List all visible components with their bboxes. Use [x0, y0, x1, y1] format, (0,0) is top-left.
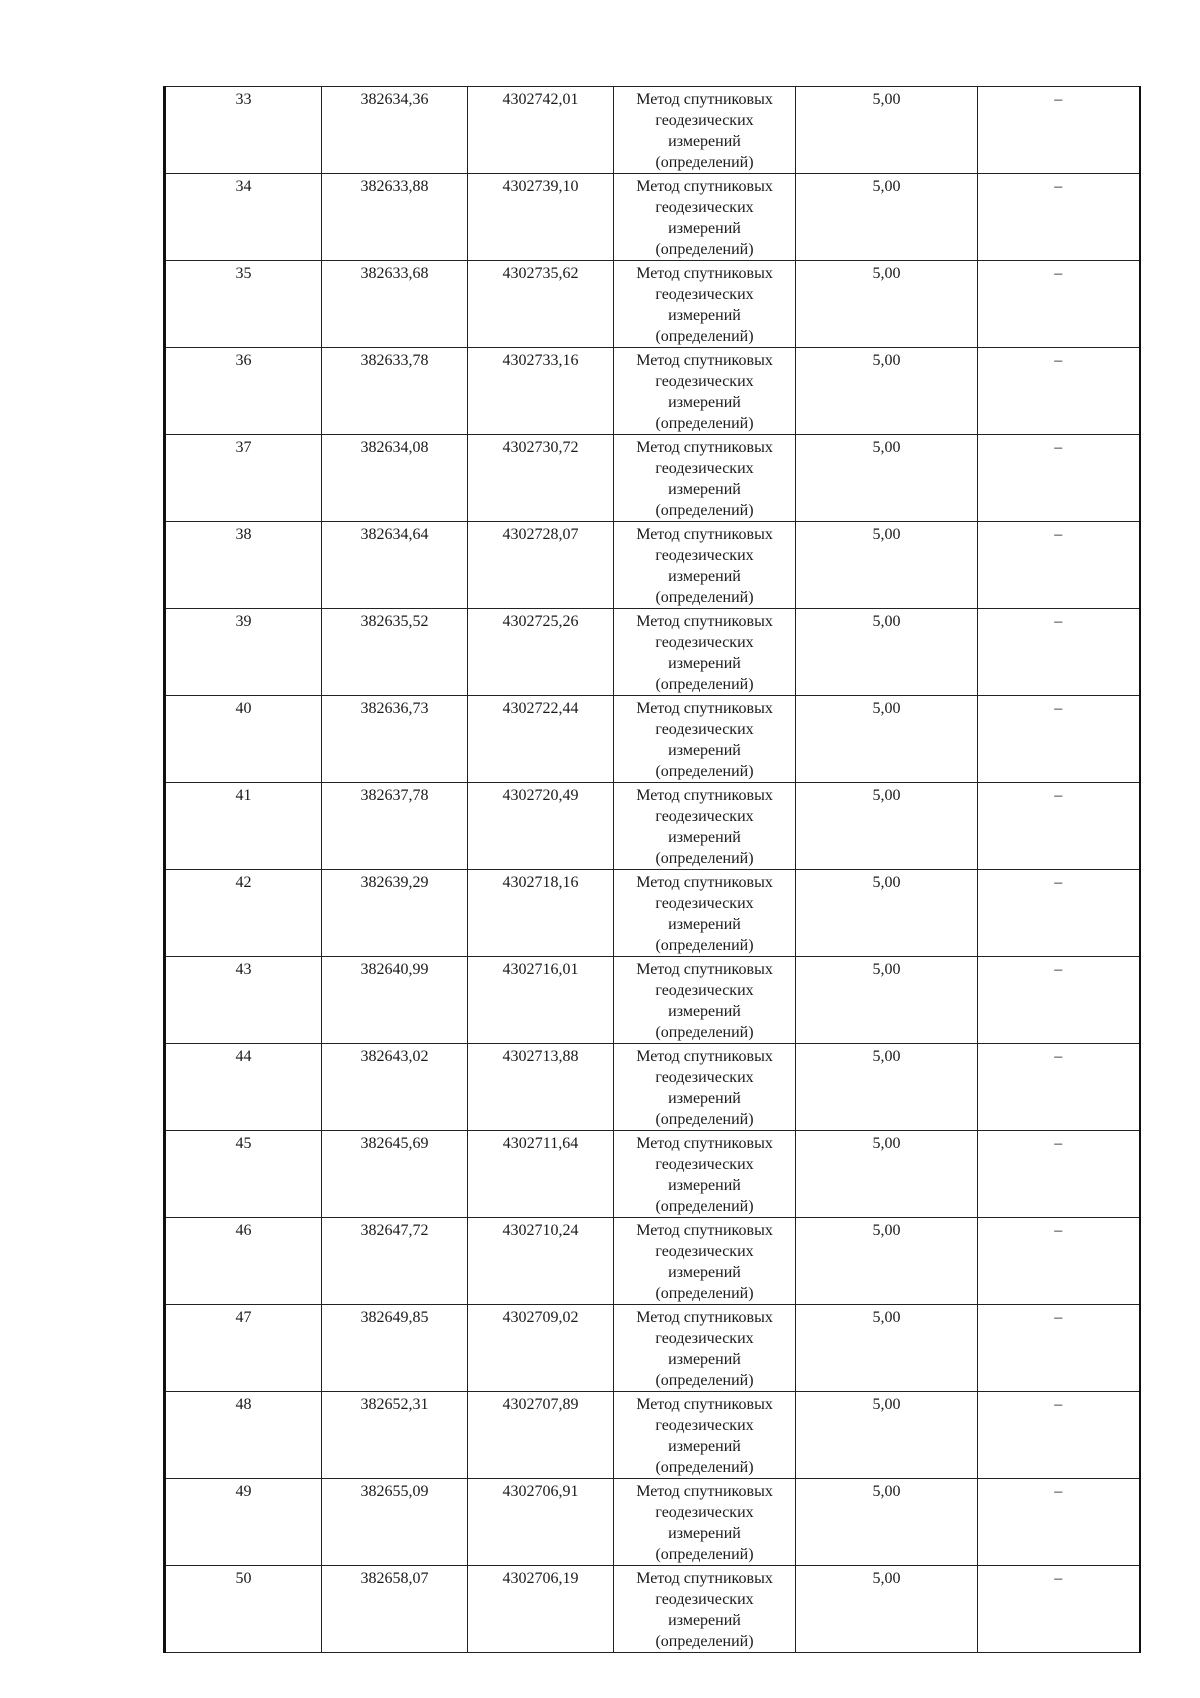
method-cell: [614, 1479, 796, 1566]
note-cell: –: [978, 1305, 1140, 1392]
note-cell: –: [978, 261, 1140, 348]
method-cell: [614, 522, 796, 609]
point-number-cell: 50: [165, 1566, 322, 1653]
point-number-cell: 43: [165, 957, 322, 1044]
method-line: (определений): [655, 1198, 754, 1215]
table-row: [165, 1218, 1140, 1305]
method-line: измерений: [668, 1264, 741, 1281]
method-line: измерений: [668, 1003, 741, 1020]
table-row: [165, 783, 1140, 870]
x-coordinate-cell: 382649,85: [322, 1305, 468, 1392]
x-coordinate-cell: 382633,78: [322, 348, 468, 435]
accuracy-cell: 5,00: [796, 1044, 978, 1131]
x-coordinate-cell: 382640,99: [322, 957, 468, 1044]
point-number-cell: 47: [165, 1305, 322, 1392]
x-coordinate-cell: 382639,29: [322, 870, 468, 957]
note-cell: –: [978, 522, 1140, 609]
y-coordinate-cell: 4302711,64: [468, 1131, 614, 1218]
accuracy-cell: 5,00: [796, 1392, 978, 1479]
point-number-cell: 40: [165, 696, 322, 783]
method-line: измерений: [668, 568, 741, 585]
y-coordinate-cell: 4302707,89: [468, 1392, 614, 1479]
accuracy-cell: 5,00: [796, 783, 978, 870]
table-row: [165, 174, 1140, 261]
point-number-cell: 34: [165, 174, 322, 261]
method-line: Метод спутниковых: [636, 526, 773, 543]
method-cell: [614, 1305, 796, 1392]
method-line: Метод спутниковых: [636, 265, 773, 282]
x-coordinate-cell: 382634,36: [322, 87, 468, 174]
method-line: (определений): [655, 937, 754, 954]
note-cell: –: [978, 696, 1140, 783]
method-line: (определений): [655, 1459, 754, 1476]
method-cell: [614, 1044, 796, 1131]
note-cell: –: [978, 1131, 1140, 1218]
method-line: геодезических: [655, 808, 754, 825]
point-number-cell: 44: [165, 1044, 322, 1131]
method-line: геодезических: [655, 1069, 754, 1086]
table-row: [165, 1392, 1140, 1479]
method-line: Метод спутниковых: [636, 1309, 773, 1326]
table-row: [165, 348, 1140, 435]
method-line: измерений: [668, 742, 741, 759]
note-cell: –: [978, 1566, 1140, 1653]
table-row: [165, 1131, 1140, 1218]
method-line: Метод спутниковых: [636, 1570, 773, 1587]
method-line: (определений): [655, 589, 754, 606]
method-line: геодезических: [655, 721, 754, 738]
method-line: измерений: [668, 1612, 741, 1629]
method-cell: [614, 87, 796, 174]
method-cell: [614, 435, 796, 522]
method-line: измерений: [668, 916, 741, 933]
method-line: Метод спутниковых: [636, 700, 773, 717]
method-line: измерений: [668, 1351, 741, 1368]
table-row: [165, 522, 1140, 609]
note-cell: –: [978, 1479, 1140, 1566]
accuracy-cell: 5,00: [796, 522, 978, 609]
coordinates-table-body: [165, 87, 1140, 1653]
y-coordinate-cell: 4302728,07: [468, 522, 614, 609]
method-line: геодезических: [655, 634, 754, 651]
note-cell: –: [978, 1044, 1140, 1131]
y-coordinate-cell: 4302706,19: [468, 1566, 614, 1653]
accuracy-cell: 5,00: [796, 870, 978, 957]
point-number-cell: 35: [165, 261, 322, 348]
table-row: [165, 1479, 1140, 1566]
method-line: измерений: [668, 1438, 741, 1455]
y-coordinate-cell: 4302706,91: [468, 1479, 614, 1566]
method-line: (определений): [655, 328, 754, 345]
method-line: (определений): [655, 1024, 754, 1041]
point-number-cell: 48: [165, 1392, 322, 1479]
table-row: [165, 1305, 1140, 1392]
method-line: измерений: [668, 307, 741, 324]
method-line: геодезических: [655, 1330, 754, 1347]
accuracy-cell: 5,00: [796, 1305, 978, 1392]
x-coordinate-cell: 382655,09: [322, 1479, 468, 1566]
method-line: измерений: [668, 1525, 741, 1542]
method-line: (определений): [655, 415, 754, 432]
method-line: (определений): [655, 1285, 754, 1302]
x-coordinate-cell: 382634,08: [322, 435, 468, 522]
point-number-cell: 37: [165, 435, 322, 522]
x-coordinate-cell: 382635,52: [322, 609, 468, 696]
note-cell: –: [978, 609, 1140, 696]
accuracy-cell: 5,00: [796, 1218, 978, 1305]
method-line: геодезических: [655, 1156, 754, 1173]
method-cell: [614, 696, 796, 783]
method-line: (определений): [655, 850, 754, 867]
method-line: измерений: [668, 220, 741, 237]
x-coordinate-cell: 382645,69: [322, 1131, 468, 1218]
method-line: Метод спутниковых: [636, 1048, 773, 1065]
point-number-cell: 38: [165, 522, 322, 609]
point-number-cell: 42: [165, 870, 322, 957]
method-line: Метод спутниковых: [636, 1483, 773, 1500]
method-line: Метод спутниковых: [636, 439, 773, 456]
y-coordinate-cell: 4302733,16: [468, 348, 614, 435]
method-line: (определений): [655, 154, 754, 171]
y-coordinate-cell: 4302713,88: [468, 1044, 614, 1131]
method-line: (определений): [655, 502, 754, 519]
method-line: геодезических: [655, 1591, 754, 1608]
note-cell: –: [978, 87, 1140, 174]
method-cell: [614, 348, 796, 435]
method-line: Метод спутниковых: [636, 961, 773, 978]
accuracy-cell: 5,00: [796, 261, 978, 348]
method-cell: [614, 1566, 796, 1653]
method-line: геодезических: [655, 1504, 754, 1521]
method-line: геодезических: [655, 460, 754, 477]
method-line: (определений): [655, 763, 754, 780]
method-line: Метод спутниковых: [636, 1222, 773, 1239]
y-coordinate-cell: 4302718,16: [468, 870, 614, 957]
y-coordinate-cell: 4302735,62: [468, 261, 614, 348]
method-line: геодезических: [655, 112, 754, 129]
accuracy-cell: 5,00: [796, 1131, 978, 1218]
method-line: измерений: [668, 133, 741, 150]
method-line: геодезических: [655, 1243, 754, 1260]
x-coordinate-cell: 382634,64: [322, 522, 468, 609]
note-cell: –: [978, 783, 1140, 870]
method-line: (определений): [655, 1633, 754, 1650]
table-row: [165, 1566, 1140, 1653]
y-coordinate-cell: 4302730,72: [468, 435, 614, 522]
method-line: геодезических: [655, 199, 754, 216]
x-coordinate-cell: 382647,72: [322, 1218, 468, 1305]
method-line: измерений: [668, 829, 741, 846]
method-line: измерений: [668, 655, 741, 672]
method-cell: [614, 609, 796, 696]
accuracy-cell: 5,00: [796, 957, 978, 1044]
table-row: [165, 696, 1140, 783]
table-row: [165, 261, 1140, 348]
method-line: (определений): [655, 676, 754, 693]
method-line: измерений: [668, 1090, 741, 1107]
method-cell: [614, 1218, 796, 1305]
method-line: Метод спутниковых: [636, 613, 773, 630]
y-coordinate-cell: 4302720,49: [468, 783, 614, 870]
method-line: Метод спутниковых: [636, 1135, 773, 1152]
method-line: Метод спутниковых: [636, 787, 773, 804]
y-coordinate-cell: 4302722,44: [468, 696, 614, 783]
note-cell: –: [978, 174, 1140, 261]
method-line: измерений: [668, 394, 741, 411]
method-line: (определений): [655, 1546, 754, 1563]
method-cell: [614, 174, 796, 261]
accuracy-cell: 5,00: [796, 87, 978, 174]
method-cell: [614, 1392, 796, 1479]
table-row: [165, 957, 1140, 1044]
method-line: геодезических: [655, 1417, 754, 1434]
method-line: Метод спутниковых: [636, 91, 773, 108]
y-coordinate-cell: 4302725,26: [468, 609, 614, 696]
method-line: Метод спутниковых: [636, 178, 773, 195]
method-line: Метод спутниковых: [636, 874, 773, 891]
accuracy-cell: 5,00: [796, 1479, 978, 1566]
accuracy-cell: 5,00: [796, 1566, 978, 1653]
method-line: (определений): [655, 1111, 754, 1128]
y-coordinate-cell: 4302710,24: [468, 1218, 614, 1305]
x-coordinate-cell: 382658,07: [322, 1566, 468, 1653]
method-line: Метод спутниковых: [636, 1396, 773, 1413]
method-line: (определений): [655, 241, 754, 258]
accuracy-cell: 5,00: [796, 609, 978, 696]
method-cell: [614, 1131, 796, 1218]
accuracy-cell: 5,00: [796, 348, 978, 435]
method-line: (определений): [655, 1372, 754, 1389]
method-line: геодезических: [655, 982, 754, 999]
point-number-cell: 49: [165, 1479, 322, 1566]
y-coordinate-cell: 4302739,10: [468, 174, 614, 261]
coordinates-table: [163, 86, 1141, 1653]
y-coordinate-cell: 4302709,02: [468, 1305, 614, 1392]
point-number-cell: 36: [165, 348, 322, 435]
method-line: геодезических: [655, 895, 754, 912]
x-coordinate-cell: 382643,02: [322, 1044, 468, 1131]
note-cell: –: [978, 870, 1140, 957]
note-cell: –: [978, 1218, 1140, 1305]
note-cell: –: [978, 1392, 1140, 1479]
method-cell: [614, 261, 796, 348]
note-cell: –: [978, 435, 1140, 522]
note-cell: –: [978, 348, 1140, 435]
x-coordinate-cell: 382633,88: [322, 174, 468, 261]
x-coordinate-cell: 382637,78: [322, 783, 468, 870]
x-coordinate-cell: 382652,31: [322, 1392, 468, 1479]
point-number-cell: 33: [165, 87, 322, 174]
table-row: [165, 87, 1140, 174]
table-row: [165, 1044, 1140, 1131]
table-row: [165, 435, 1140, 522]
accuracy-cell: 5,00: [796, 435, 978, 522]
method-line: геодезических: [655, 373, 754, 390]
point-number-cell: 46: [165, 1218, 322, 1305]
point-number-cell: 39: [165, 609, 322, 696]
point-number-cell: 41: [165, 783, 322, 870]
y-coordinate-cell: 4302742,01: [468, 87, 614, 174]
table-row: [165, 609, 1140, 696]
method-line: геодезических: [655, 547, 754, 564]
method-line: измерений: [668, 1177, 741, 1194]
y-coordinate-cell: 4302716,01: [468, 957, 614, 1044]
note-cell: –: [978, 957, 1140, 1044]
x-coordinate-cell: 382633,68: [322, 261, 468, 348]
method-cell: [614, 957, 796, 1044]
method-cell: [614, 783, 796, 870]
point-number-cell: 45: [165, 1131, 322, 1218]
method-line: геодезических: [655, 286, 754, 303]
x-coordinate-cell: 382636,73: [322, 696, 468, 783]
table-row: [165, 870, 1140, 957]
accuracy-cell: 5,00: [796, 174, 978, 261]
method-cell: [614, 870, 796, 957]
method-line: Метод спутниковых: [636, 352, 773, 369]
accuracy-cell: 5,00: [796, 696, 978, 783]
method-line: измерений: [668, 481, 741, 498]
